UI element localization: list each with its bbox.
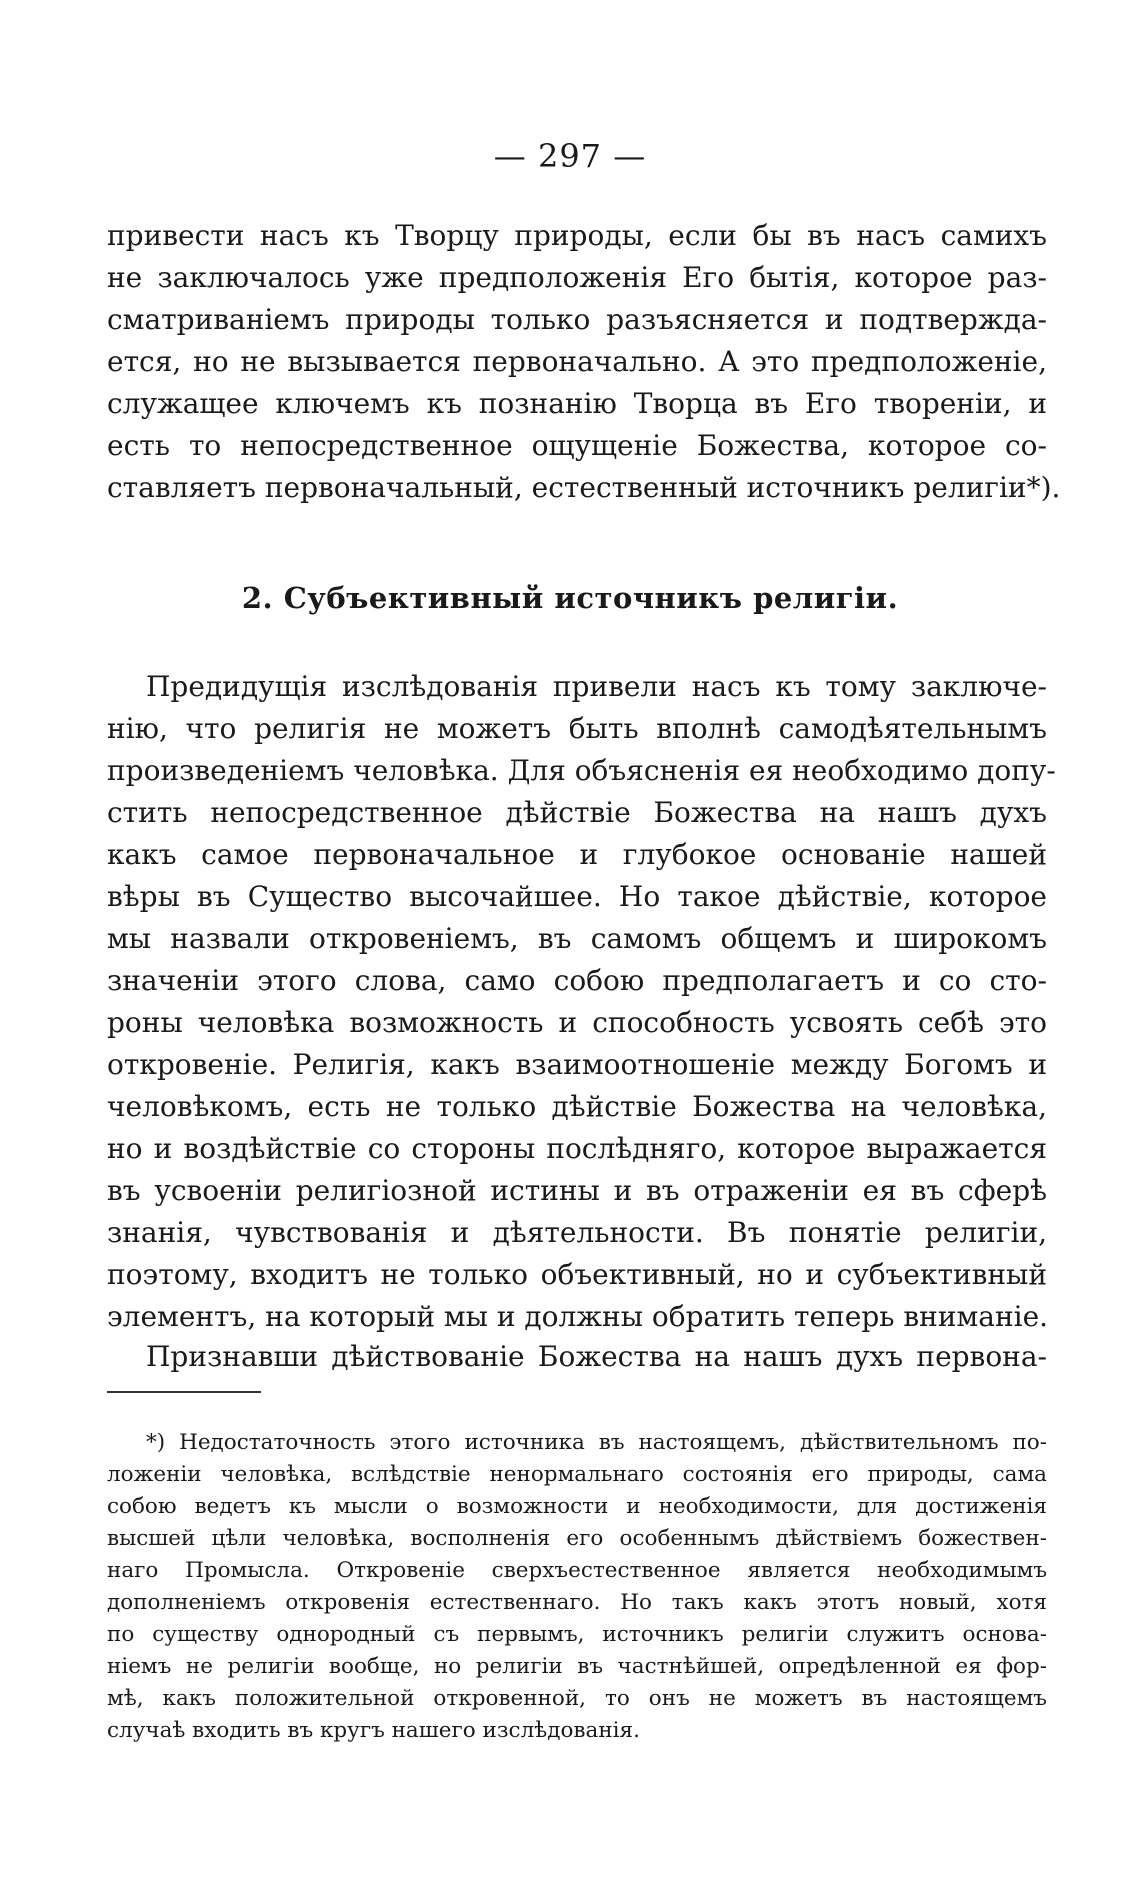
text-line: элементъ, на который мы и должны обратить теперь вниманіе. bbox=[107, 1300, 1049, 1333]
text-line: но и воздѣйствіе со стороны послѣдняго, которое выражается bbox=[107, 1132, 1047, 1165]
text-line: ставляетъ первоначальный, естественный источникъ религіи*). bbox=[107, 471, 1061, 504]
text-line: человѣкомъ, есть не только дѣйствіе Божества на человѣка, bbox=[107, 1090, 1047, 1123]
footnote-line: мѣ, какъ положительной откровенной, то онъ не можетъ въ настоящемъ bbox=[107, 1686, 1047, 1711]
text-line: Признавши дѣйствованіе Божества на нашъ духъ первона- bbox=[146, 1340, 1047, 1373]
text-line: сматриваніемъ природы только разъясняется и подтвержда- bbox=[107, 303, 1047, 336]
footnote-line: собою ведетъ къ мысли о возможности и необходимости, для достиженія bbox=[107, 1494, 1047, 1519]
text-line: Предидущія изслѣдованія привели насъ къ тому заключе- bbox=[146, 670, 1047, 703]
text-line: есть то непосредственное ощущеніе Божества, которое со- bbox=[107, 429, 1047, 462]
text-line: значеніи этого слова, само собою предполагаетъ и со сто- bbox=[107, 964, 1047, 997]
text-line: ется, но не вызывается первоначально. А это предположеніе, bbox=[107, 345, 1047, 378]
text-line: поэтому, входитъ не только объективный, но и субъективный bbox=[107, 1258, 1047, 1291]
footnote-line: ложеніи человѣка, вслѣдствіе ненормальнаго состоянія его природы, сама bbox=[107, 1462, 1047, 1487]
text-line: привести насъ къ Творцу природы, если бы въ насъ самихъ bbox=[107, 219, 1047, 252]
footnote-line: по существу однородный съ первымъ, источникъ религіи служитъ основа- bbox=[107, 1622, 1047, 1647]
text-line: въ усвоеніи религіозной истины и въ отраженіи ея въ сферѣ bbox=[107, 1174, 1047, 1207]
footnote-line: дополненіемъ откровенія естественнаго. Но такъ какъ этотъ новый, хотя bbox=[107, 1590, 1047, 1615]
text-line: какъ самое первоначальное и глубокое основаніе нашей bbox=[107, 838, 1047, 871]
text-line: роны человѣка возможность и способность усвоять себѣ это bbox=[107, 1006, 1047, 1039]
text-line: мы назвали откровеніемъ, въ самомъ общемъ и широкомъ bbox=[107, 922, 1047, 955]
footnote-line: ніемъ не религіи вообще, но религіи въ частнѣйшей, опредѣленной ея фор- bbox=[107, 1654, 1047, 1679]
text-line: откровеніе. Религія, какъ взаимоотношеніе между Богомъ и bbox=[107, 1048, 1047, 1081]
footnote-line: наго Промысла. Откровеніе сверхъестественное является необходимымъ bbox=[107, 1558, 1047, 1583]
text-line: знанія, чувствованія и дѣятельности. Въ понятіе религіи, bbox=[107, 1216, 1047, 1249]
footnote-line: высшей цѣли человѣка, восполненія его особеннымъ дѣйствіемъ божествен- bbox=[107, 1526, 1047, 1551]
text-line: нію, что религія не можетъ быть вполнѣ самодѣятельнымъ bbox=[107, 712, 1047, 745]
text-line: служащее ключемъ къ познанію Творца въ Его твореніи, и bbox=[107, 387, 1047, 420]
footnote-line: случаѣ входить въ кругъ нашего изслѣдованія. bbox=[107, 1718, 640, 1743]
section-heading: 2. Субъективный источникъ религіи. bbox=[241, 581, 899, 615]
text-line: не заключалось уже предположенія Его бытія, которое раз- bbox=[107, 261, 1047, 294]
text-line: вѣры въ Существо высочайшее. Но такое дѣйствіе, которое bbox=[107, 880, 1047, 913]
text-line: произведеніемъ человѣка. Для объясненія ея необходимо допу- bbox=[107, 754, 1056, 787]
text-line: стить непосредственное дѣйствіе Божества на нашъ духъ bbox=[107, 796, 1047, 829]
page-number: — 297 — bbox=[493, 137, 647, 175]
footnote-divider bbox=[107, 1391, 261, 1393]
footnote-line: *) Недостаточность этого источника въ настоящемъ, дѣйствительномъ по- bbox=[146, 1430, 1047, 1455]
